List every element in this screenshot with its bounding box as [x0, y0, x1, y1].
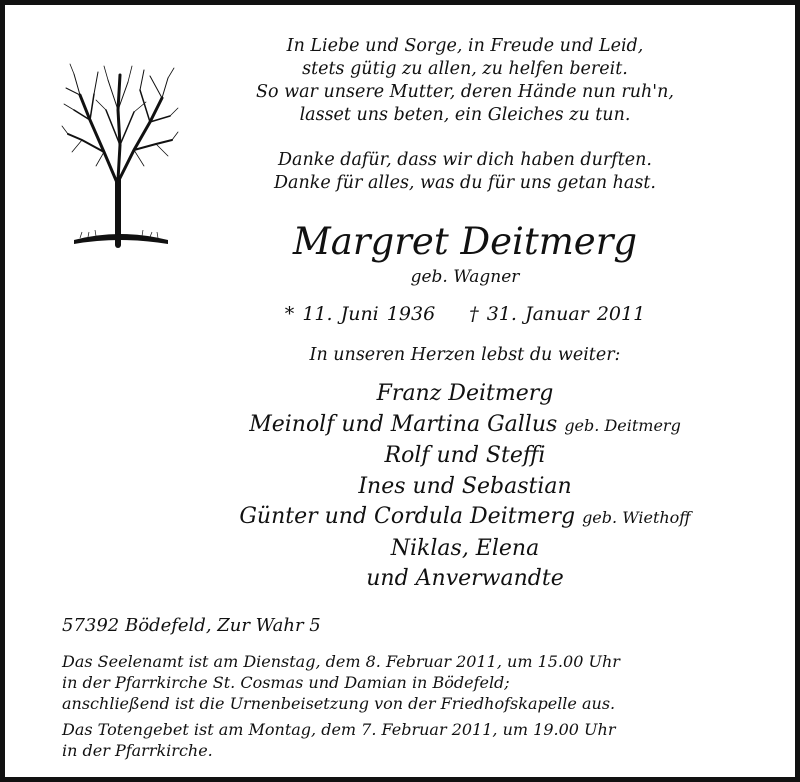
family-member-name: Günter und Cordula Deitmerg [239, 504, 576, 529]
prayer-notice [62, 719, 762, 761]
family-member-name: Rolf und Steffi [384, 443, 546, 468]
family-member [105, 379, 800, 410]
notice-line: in der Pfarrkirche. [62, 741, 213, 760]
family-member-name: Franz Deitmerg [376, 381, 554, 406]
poem-stanza-1 [205, 35, 725, 127]
maiden-name: geb. Wagner [410, 267, 520, 287]
family-member [105, 502, 800, 534]
family-member-name: und Anverwandte [366, 566, 564, 591]
poem-line: lasset uns beten, ein Gleiches zu tun. [299, 105, 631, 125]
notice-line: Das Totengebet ist am Montag, dem 7. Februar 2011, um 19.00 Uhr [62, 720, 616, 739]
family-member-name: Niklas, Elena [390, 535, 540, 561]
birth-date: * 11. Juni 1936 [284, 303, 436, 325]
family-member [105, 534, 800, 565]
family-member [105, 410, 800, 442]
family-member [105, 441, 800, 472]
requiem-notice [62, 651, 762, 714]
tribute-line: In unseren Herzen lebst du weiter: [309, 345, 621, 365]
family-member [105, 564, 800, 595]
poem-line: So war unsere Mutter, deren Hände nun ruh'n, [256, 82, 674, 102]
notice-line: Das Seelenamt ist am Dienstag, dem 8. Februar 2011, um 15.00 Uhr [62, 652, 620, 671]
deceased-name: Margret Deitmerg [292, 220, 638, 263]
notice-line: anschließend ist die Urnenbeisetzung von der Friedhofskapelle aus. [62, 694, 616, 713]
family-member-name: Meinolf und Martina Gallus [249, 411, 558, 437]
life-dates [165, 303, 765, 325]
poem-line: stets gütig zu allen, zu helfen bereit. [302, 59, 628, 79]
tree-illustration [60, 60, 180, 250]
poem-line: Danke dafür, dass wir dich haben durften. [278, 150, 652, 170]
family-member [105, 472, 800, 503]
family-list [105, 379, 800, 595]
family-member-note: geb. Wiethoff [582, 508, 691, 527]
family-member-note: geb. Deitmerg [564, 415, 681, 435]
poem-line: Danke für alles, was du für uns getan hast. [274, 173, 656, 193]
address: 57392 Bödefeld, Zur Wahr 5 [62, 615, 321, 636]
poem-stanza-2 [205, 149, 725, 195]
notice-line: in der Pfarrkirche St. Cosmas und Damian in Bödefeld; [62, 673, 510, 692]
poem-line: In Liebe und Sorge, in Freude und Leid, [286, 36, 644, 56]
death-date: † 31. Januar 2011 [469, 303, 646, 325]
family-member-name: Ines und Sebastian [358, 473, 572, 499]
